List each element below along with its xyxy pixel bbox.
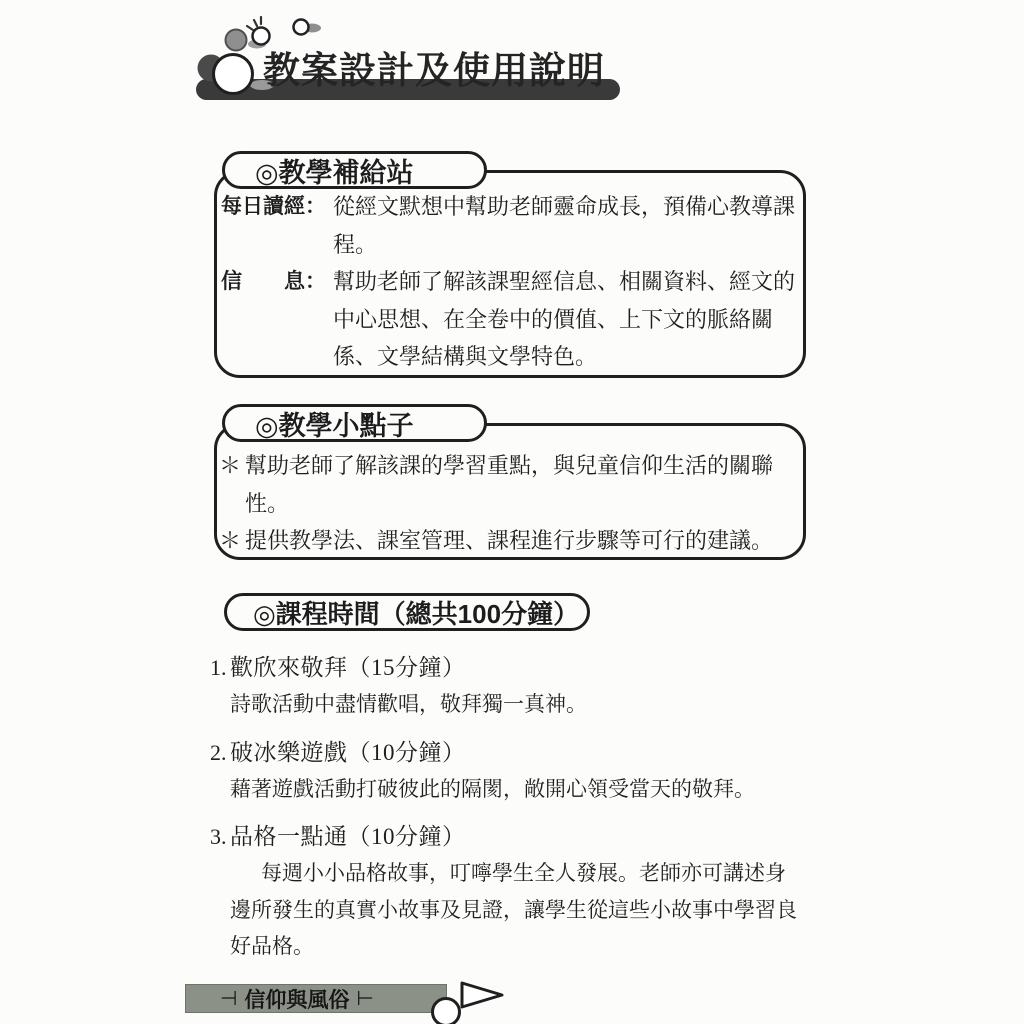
schedule-item-number: 1. <box>210 655 227 680</box>
entry-message <box>221 263 803 376</box>
supply-box-heading: ◎教學補給站 <box>255 157 414 188</box>
tips-box-heading: ◎教學小點子 <box>255 410 414 441</box>
tips-box <box>214 404 806 560</box>
supply-box-body <box>214 170 806 378</box>
footer-chapter-label: 信仰與風俗 <box>244 988 350 1012</box>
tips-box-body <box>214 423 806 560</box>
schedule-item-number: 2. <box>210 739 227 765</box>
schedule-heading: ◎課程時間（總共100分鐘） <box>253 598 580 629</box>
supply-box <box>214 151 806 378</box>
tip-item-text: 幫助老師了解該課的學習重點，與兒童信仰生活的關聯性。 <box>245 453 774 516</box>
footer-circle <box>431 997 461 1024</box>
footer-chapter-tab <box>185 984 447 1013</box>
schedule-item-description: 詩歌活動中盡情歡唱，敬拜獨一真神。 <box>230 692 587 716</box>
bubble-white-large <box>214 55 253 94</box>
schedule-item-title: 歡欣來敬拜（15分鐘） <box>230 655 466 680</box>
tips-box-tab <box>222 404 487 442</box>
bubble-gray-small <box>226 30 247 51</box>
schedule-item-1 <box>210 650 810 723</box>
schedule-item-title-row <box>210 650 810 686</box>
schedule-item-title-row <box>210 819 810 855</box>
schedule-item-title: 品格一點通（10分鐘） <box>230 824 466 849</box>
schedule-item-2 <box>210 735 810 808</box>
footer-left-mark: ⊣ <box>220 988 238 1010</box>
schedule-heading-tab <box>224 593 590 631</box>
schedule-item-description: 藉著遊戲活動打破彼此的隔閡，敞開心領受當天的敬拜。 <box>230 776 755 801</box>
supply-box-tab <box>222 151 487 189</box>
footer-right-mark: ⊢ <box>356 988 374 1010</box>
comet-bubble <box>294 20 309 35</box>
schedule-item-description: 每週小小品格故事，叮嚀學生全人發展。老師亦可講述身邊所發生的真實小故事及見證，讓學生從這些小故事中學習良好品格。 <box>230 861 797 958</box>
tip-item-text: 提供教學法、課室管理、課程進行步驟等可行的建議。 <box>245 528 774 553</box>
tip-item <box>219 522 803 560</box>
entry-daily-reading-label: 每日讀經： <box>221 195 326 218</box>
entry-message-text: 幫助老師了解該課聖經信息、相關資料、經文的中心思想、在全卷中的價值、上下文的脈絡關係、文學結構與文學特色。 <box>333 269 796 369</box>
schedule-item-3 <box>210 819 810 965</box>
entry-daily-reading <box>221 188 803 263</box>
entry-message-label: 信 息： <box>221 270 326 293</box>
page-title: 教案設計及使用說明 <box>263 50 605 91</box>
schedule-item-title: 破冰樂遊戲（10分鐘） <box>230 739 466 765</box>
asterisk-bullet-icon: ＊ <box>219 528 242 553</box>
entry-daily-reading-text: 從經文默想中幫助老師靈命成長，預備心教導課程。 <box>333 194 796 257</box>
schedule-list <box>210 650 810 977</box>
asterisk-bullet-icon: ＊ <box>219 453 242 478</box>
schedule-item-number: 3. <box>210 824 227 849</box>
tip-item <box>219 447 803 522</box>
schedule-item-title-row <box>210 735 810 771</box>
footer-arrow-icon <box>459 980 507 1011</box>
